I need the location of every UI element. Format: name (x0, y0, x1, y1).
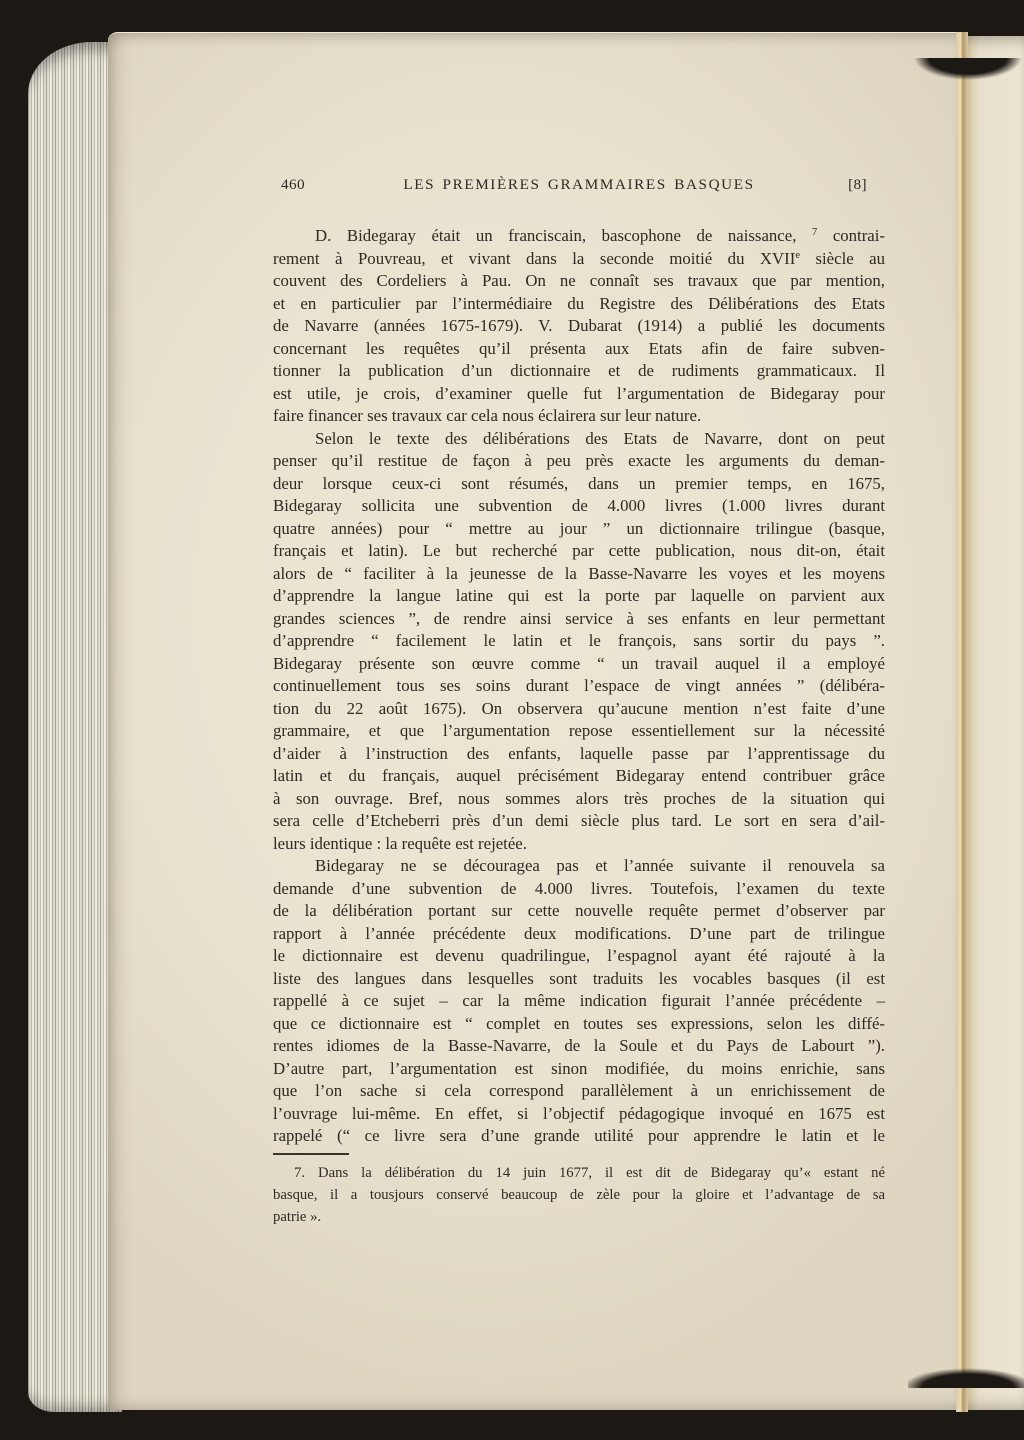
text-line: Selon le texte des délibérations des Etats de Navarre, dont on peut (315, 428, 885, 448)
text-segment: rement à Pouvreau, et vivant dans la seconde moitié du XVII (273, 248, 796, 268)
text-segment: D. Bidegaray était un franciscain, bascophone de naissance, (315, 226, 812, 245)
text-segment: contrai- (817, 226, 885, 245)
text-line: d’apprendre la langue latine qui est la porte par laquelle on parvient aux (273, 586, 885, 605)
running-title: LES PREMIÈRES GRAMMAIRES BASQUES (403, 176, 755, 193)
text-line: concernant les requêtes qu’il présenta aux Etats afin de faire subven- (273, 338, 885, 358)
footnote-block (273, 1153, 885, 1229)
text-line: liste des langues dans lesquelles sont traduits les vocables basques (il est (273, 968, 885, 988)
text-line: Bidegaray présente son œuvre comme “ un travail auquel il a employé (273, 653, 885, 673)
paragraph-1 (273, 225, 885, 428)
text-line: grammaire, et que l’argumentation repose essentiellement sur la nécessité (273, 721, 885, 740)
spine-shadow-top (914, 58, 1022, 80)
text-line: Bidegaray sollicita une subvention de 4.000 livres (1.000 livres durant (273, 496, 885, 515)
footnote-rule (273, 1153, 349, 1155)
paragraph-3 (273, 855, 885, 1148)
text-line: rappellé à ce sujet – car la même indication figurait l’année précédente – (273, 991, 885, 1010)
printed-page-content (273, 176, 885, 1229)
footnote-reference-7: 7 (811, 227, 818, 238)
text-line: leurs identique : la requête est rejetée. (273, 833, 527, 853)
text-line: d’apprendre “ facilement le latin et le françois, sans sortir du pays ”. (273, 631, 885, 650)
footnote-line: basque, il a tousjours conservé beaucoup de zèle pour la gloire et l’advantage de sa (273, 1186, 885, 1203)
page-header (273, 176, 885, 196)
text-line: de la délibération portant sur cette nouvelle requête permet d’observer par (273, 901, 885, 920)
text-line: tion du 22 août 1675). On observera qu’aucune mention n’est faite d’une (273, 698, 885, 718)
text-line: que ce dictionnaire est “ complet en toutes ses expressions, selon les diffé- (273, 1013, 885, 1033)
text-line: grandes sciences ”, de rendre ainsi service à ses enfants en leur permettant (273, 608, 885, 628)
page-number: 460 (281, 176, 305, 193)
text-line: quatre années) pour “ mettre au jour ” un dictionnaire trilingue (basque, (273, 518, 885, 538)
text-line: à son ouvrage. Bref, nous sommes alors très proches de la situation qui (273, 788, 885, 808)
text-line: continuellement tous ses soins durant l’espace de vingt années ” (délibéra- (273, 676, 885, 695)
text-line: sera celle d’Etcheberri près d’un demi siècle plus tard. Le sort en sera d’ail- (273, 811, 885, 830)
footnote-line: 7. Dans la délibération du 14 juin 1677, il est dit de Bidegaray qu’« estant né (294, 1164, 885, 1181)
text-line: Bidegaray ne se découragea pas et l’année suivante il renouvela sa (315, 856, 885, 875)
text-line: rapport à l’année précédente deux modifications. D’une part de trilingue (273, 923, 885, 943)
book-gutter (956, 32, 968, 1412)
text-segment: siècle au (800, 248, 885, 268)
book-facing-page (968, 36, 1024, 1410)
text-line: est utile, je crois, d’examiner quelle fut l’argumentation de Bidegaray pour (273, 383, 885, 403)
text-line: rappelé (“ ce livre sera d’une grande utilité pour apprendre le latin et le (273, 1126, 885, 1145)
text-line: demande d’une subvention de 4.000 livres. Toutefois, l’examen du texte (273, 878, 885, 898)
text-line: D’autre part, l’argumentation est sinon modifiée, du moins enrichie, sans (273, 1058, 885, 1078)
text-line: alors de “ faciliter à la jeunesse de la Basse-Navarre les voyes et les moyens (273, 563, 885, 583)
text-line: rentes idiomes de la Basse-Navarre, de la Soule et du Pays de Labourt ”). (273, 1036, 885, 1055)
bracket-page-marker: [8] (848, 176, 867, 193)
body-text (273, 225, 885, 1148)
text-line: français et latin). Le but recherché par cette publication, nous dit-on, était (273, 541, 885, 560)
text-line (273, 248, 885, 271)
text-line: faire financer ses travaux car cela nous éclairera sur leur nature. (273, 406, 702, 425)
text-line (273, 225, 885, 248)
text-line: d’aider à l’instruction des enfants, laquelle passe par l’apprentissage du (273, 743, 885, 763)
text-line: latin et du français, auquel précisément Bidegaray entend contribuer grâce (273, 766, 885, 785)
text-line: tionner la publication d’un dictionnaire et de rudiments grammaticaux. Il (273, 361, 885, 380)
text-line: couvent des Cordeliers à Pau. On ne connaît ses travaux que par mention, (273, 271, 885, 290)
text-line: deur lorsque ceux-ci sont résumés, dans un premier temps, en 1675, (273, 473, 885, 493)
paragraph-2 (273, 428, 885, 856)
text-line: l’ouvrage lui-même. En effet, si l’objectif pédagogique invoqué en 1675 est (273, 1103, 885, 1123)
footnote-line: patrie ». (273, 1209, 322, 1226)
text-line: et en particulier par l’intermédiaire du Registre des Délibérations des Etats (273, 293, 885, 313)
text-line: penser qu’il restitue de façon à peu près exacte les arguments du deman- (273, 451, 885, 470)
spine-shadow-bottom (908, 1368, 1024, 1388)
text-line: que l’on sache si cela correspond parallèlement à un enrichissement de (273, 1081, 885, 1100)
ordinal-superscript: e (795, 249, 801, 261)
text-line: de Navarre (années 1675-1679). V. Dubarat (1914) a publié les documents (273, 316, 885, 335)
text-line: le dictionnaire est devenu quadrilingue, l’espagnol ayant été rajouté à la (273, 946, 885, 965)
